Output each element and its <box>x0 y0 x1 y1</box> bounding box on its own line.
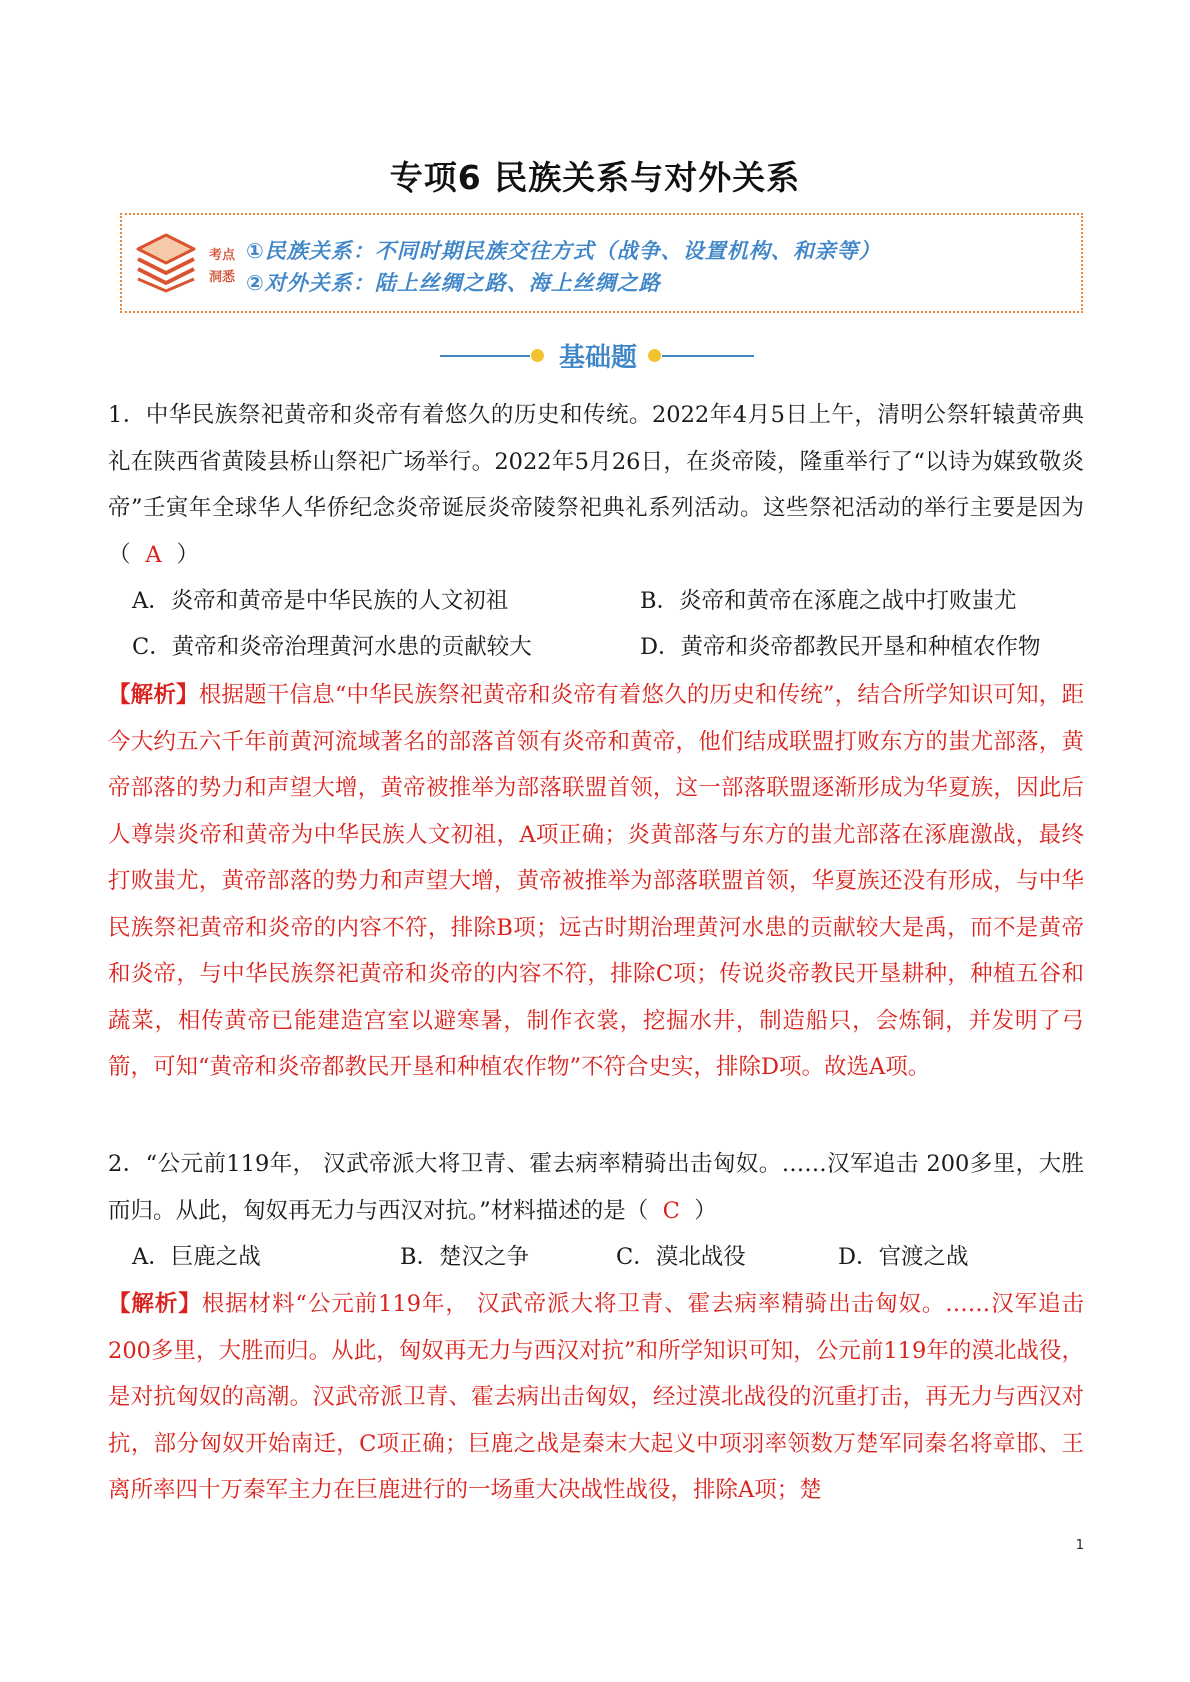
section-header <box>0 336 1190 376</box>
key-points-tag <box>202 245 242 289</box>
question-2-option-a: A．巨鹿之战 <box>132 1244 261 1270</box>
question-2-analysis <box>108 1281 1084 1514</box>
key-points-box <box>120 213 1083 313</box>
stacked-layers-icon <box>134 233 198 293</box>
question-2-stem <box>108 1141 1084 1234</box>
key-point-ethnic-relations: ①民族关系：不同时期民族交往方式（战争、设置机构、和亲等） <box>246 239 881 263</box>
page-title: 专项6 民族关系与对外关系 <box>389 158 801 197</box>
key-point-foreign-relations: ②对外关系：陆上丝绸之路、海上丝绸之路 <box>246 271 661 295</box>
question-1-option-b: B．炎帝和黄帝在涿鹿之战中打败蚩尤 <box>640 588 1017 614</box>
key-points-tag-line1: 考点 <box>208 248 235 263</box>
question-2-option-b: B．楚汉之争 <box>400 1244 530 1270</box>
question-1-analysis-tag: 【解析】 <box>108 682 199 708</box>
question-1-analysis-text: 根据题干信息“中华民族祭祀黄帝和炎帝有着悠久的历史和传统”，结合所学知识可知，距今大约五六千年前黄河流域著名的部落首领有炎帝和黄帝，他们结成联盟打败东方的蚩尤部落，黄帝部落的势力和声望大增，黄帝被推举为部落联盟首领，这一部落联盟逐渐形成为华夏族，因此后人尊崇炎帝和黄帝为中华民族人文初祖，A项正确；炎黄部落与东方的蚩尤部落在涿鹿激战，最终打败蚩尤，黄帝部落的势力和声望大增，黄帝被推举为部落联盟首领，华夏族还没有形成，与中华民族祭祀黄帝和炎帝的内容不符，排除B项；远古时期治理黄河水患的贡献较大是禹，而不是黄帝和炎帝，与中华民族祭祀黄帝和炎帝的内容不符，排除C项；传说炎帝教民开垦耕种，种植五谷和蔬菜，相传黄帝已能建造宫室以避寒暑，制作衣裳，挖掘水井，制造船只，会炼铜，并发明了弓箭，可知“黄帝和炎帝都教民开垦和种植农作物”不符合史实，排除D项。故选A项。 <box>108 682 1084 1080</box>
question-1-option-a: A．炎帝和黄帝是中华民族的人文初祖 <box>132 588 509 614</box>
question-1-stem <box>108 392 1084 578</box>
question-2-analysis-tag: 【解析】 <box>108 1291 202 1317</box>
section-dot-left-icon <box>531 349 544 362</box>
question-1-option-c: C．黄帝和炎帝治理黄河水患的贡献较大 <box>132 634 532 660</box>
question-2-analysis-text: 根据材料“公元前119年， 汉武帝派大将卫青、霍去病率精骑出击匈奴。……汉军追击 200多里，大胜而归。从此，匈奴再无力与西汉对抗”和所学知识可知，公元前119年的漠北战役，是对抗匈奴的高潮。汉武帝派卫青、霍去病出击匈奴，经过漠北战役的沉重打击，再无力与西汉对抗，部分匈奴开始南迁，C项正确；巨鹿之战是秦末大起义中项羽率领数万楚军同秦名将章邯、王离所率四十万秦军主力在巨鹿进行的一场重大决战性战役，排除A项；楚 <box>108 1291 1084 1503</box>
key-points-tag-line2: 洞悉 <box>208 270 235 285</box>
section-dot-right-icon <box>648 349 661 362</box>
question-2-answer: C <box>662 1197 680 1224</box>
page-number: 1 <box>1075 1538 1084 1553</box>
section-rule-right <box>662 355 754 357</box>
question-1-text: 1．中华民族祭祀黄帝和炎帝有着悠久的历史和传统。2022年4月5日上午，清明公祭轩辕黄帝典礼在陕西省黄陵县桥山祭祀广场举行。2022年5月26日，在炎帝陵，隆重举行了“以诗为媒致敬炎帝”壬寅年全球华人华侨纪念炎帝诞辰炎帝陵祭祀典礼系列活动。这些祭祀活动的举行主要是因为（ <box>108 402 1084 568</box>
section-title: 基础题 <box>558 343 637 373</box>
question-1-answer: A <box>145 541 162 568</box>
question-2-close: ） <box>694 1197 717 1224</box>
question-1-close: ） <box>176 541 200 568</box>
question-1-analysis <box>108 672 1084 1091</box>
question-2-text: 2．“公元前119年， 汉武帝派大将卫青、霍去病率精骑出击匈奴。……汉军追击 200多里，大胜而归。从此，匈奴再无力与西汉对抗。”材料描述的是（ <box>108 1151 1084 1224</box>
question-2-option-c: C．漠北战役 <box>616 1244 746 1270</box>
question-1-option-d: D．黄帝和炎帝都教民开垦和种植农作物 <box>640 634 1041 660</box>
question-2-option-d: D．官渡之战 <box>838 1244 969 1270</box>
section-rule-left <box>440 355 530 357</box>
